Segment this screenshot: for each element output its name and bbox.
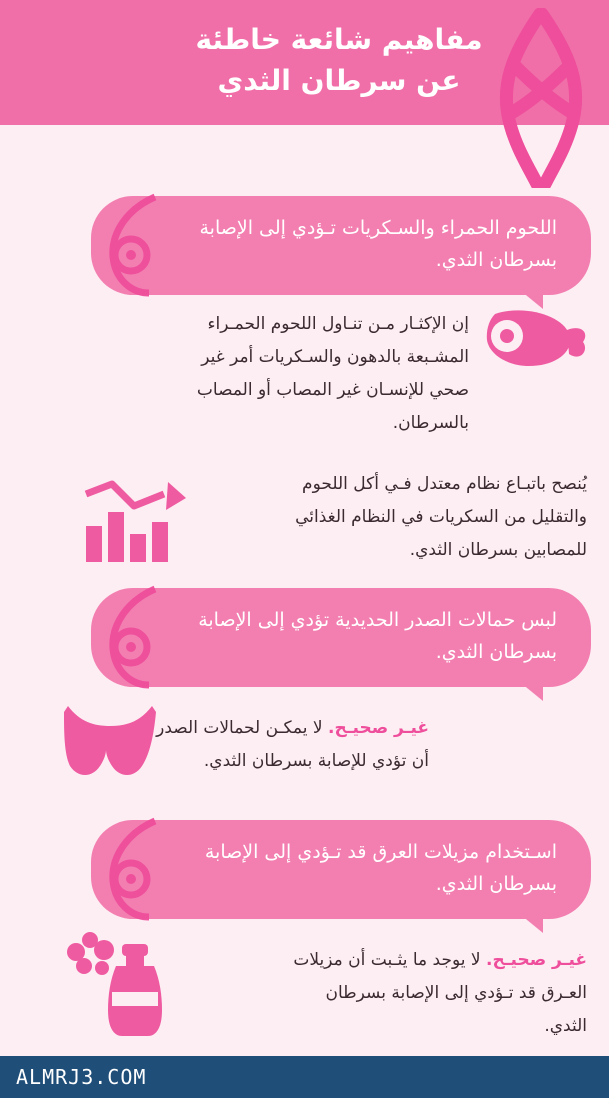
paragraph-3-highlight: غيـر صحيـح. — [328, 718, 429, 738]
myth-banner-1 — [91, 196, 591, 295]
paragraph-1-line-1: إن الإكثـار مـن تنـاول اللحوم الحمـراء — [207, 314, 469, 334]
paragraph-1-line-4: بالسرطان. — [392, 413, 469, 434]
paragraph-4 — [227, 944, 587, 1043]
myth-banner-3 — [91, 820, 591, 919]
paragraph-4-highlight: غيـر صحيـح. — [486, 950, 587, 970]
declining-bar-chart-icon — [82, 478, 192, 568]
paragraph-2 — [207, 468, 587, 567]
paragraph-3-line-2: أن تؤدي للإصابة بسرطان الثدي. — [203, 751, 429, 772]
footer-bar — [0, 1056, 609, 1098]
paragraph-3-text-1: لا يمكـن لحمالات الصدر — [156, 718, 323, 738]
page-title-line-1: مفاهيم شائعة خاطئة — [195, 23, 483, 56]
sports-bra-icon — [58, 700, 168, 786]
paragraph-2-line-1: يُنصح باتبـاع نظام معتدل فـي أكل اللحوم — [302, 474, 587, 494]
paragraph-3-line-1 — [139, 712, 429, 745]
banner-tail — [521, 915, 543, 933]
paragraph-1 — [139, 308, 469, 441]
paragraph-2-line-3: للمصابين بسرطان الثدي. — [409, 540, 587, 561]
myth-banner-1-line-1: اللحوم الحمراء والسـكريات تـؤدي إلى الإصابة — [199, 217, 557, 239]
paragraph-1-line-3: صحي للإنسـان غير المصاب أو المصاب — [196, 380, 469, 401]
site-watermark: ALMRJ3.COM — [16, 1065, 147, 1089]
paragraph-4-line-1 — [227, 944, 587, 977]
paragraph-4-line-2: العـرق قد تـؤدي إلى الإصابة بسرطان — [325, 983, 587, 1004]
ham-meat-icon — [471, 300, 591, 380]
banner-tail — [521, 291, 543, 309]
paragraph-4-line-3: الثدي. — [544, 1016, 587, 1037]
myth-banner-2 — [91, 588, 591, 687]
banner-tail — [521, 683, 543, 701]
paragraph-4-text-1: لا يوجد ما يثـبت أن مزيلات — [293, 950, 481, 970]
myth-banner-3-line-2: بسرطان الثدي. — [435, 873, 557, 896]
paragraph-3 — [139, 712, 429, 778]
deodorant-spray-icon — [60, 930, 180, 1050]
pink-ribbon-icon — [485, 8, 595, 188]
myth-banner-3-line-1: اسـتخدام مزيلات العرق قد تـؤدي إلى الإصابة — [204, 841, 557, 863]
myth-banner-1-line-2: بسرطان الثدي. — [435, 249, 557, 272]
myth-banner-2-line-1: لبس حمالات الصدر الحديدية تؤدي إلى الإصابة — [198, 609, 557, 631]
paragraph-1-line-2: المشـبعة بالدهون والسـكريات أمر غير — [201, 347, 469, 368]
paragraph-2-line-2: والتقليل من السكريات في النظام الغذائي — [295, 507, 587, 528]
myth-banner-2-line-2: بسرطان الثدي. — [435, 641, 557, 664]
page-title-line-2: عن سرطان الثدي — [217, 63, 461, 97]
